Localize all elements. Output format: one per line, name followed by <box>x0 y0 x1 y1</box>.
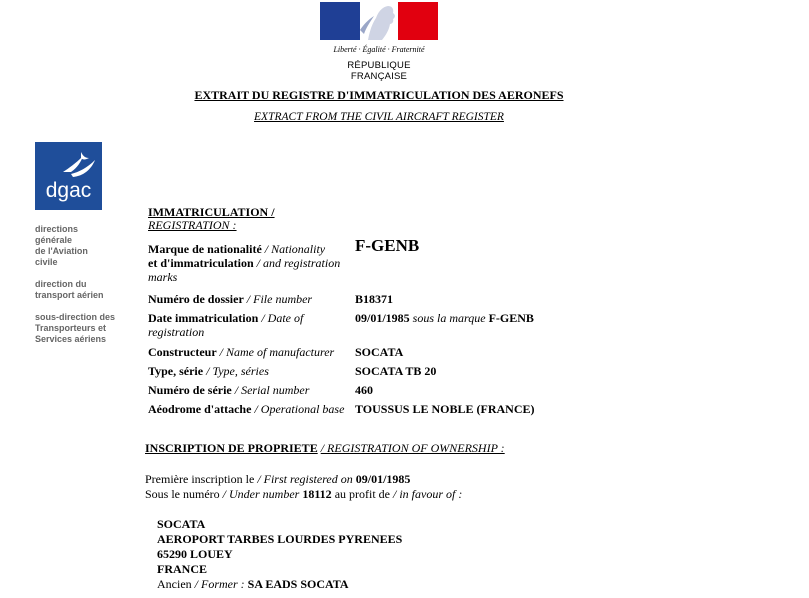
label-fr: Type, série <box>148 364 204 378</box>
dgac-logo <box>35 142 102 210</box>
org-name-dgac: directions générale de l'Aviation civile <box>35 224 88 267</box>
org-name-sub-direction: sous-direction des Transporteurs et Services aériens <box>35 312 116 344</box>
first-registered-fr: Première inscription le <box>145 472 255 486</box>
bird-icon <box>61 150 97 180</box>
registration-heading-fr: IMMATRICULATION / <box>148 205 275 219</box>
label-fr: et d'immatriculation <box>148 256 254 270</box>
label-en: / Type, séries <box>206 364 269 378</box>
label <box>148 402 358 416</box>
org-name-dta: direction du transport aérien <box>35 279 104 300</box>
registration-mark-value: F-GENB <box>355 236 420 255</box>
under-number-line <box>145 487 462 501</box>
registration-heading <box>148 206 275 232</box>
label <box>148 345 358 359</box>
owner-line: SOCATA <box>157 517 206 531</box>
ownership-heading-fr: INSCRIPTION DE PROPRIETE <box>145 441 318 455</box>
under-number-en: / Under number <box>222 487 300 501</box>
motto: Liberté · Égalité · Fraternité <box>333 45 425 54</box>
label <box>148 383 358 397</box>
label-en: / Date of registration <box>148 311 304 339</box>
dgac-logo-text: dgac <box>45 179 92 202</box>
under-mark-text: sous la marque <box>412 311 486 325</box>
under-mark-value: F-GENB <box>488 311 534 325</box>
republique-francaise-logo <box>320 2 438 82</box>
document-subtitle: EXTRACT FROM THE CIVIL AIRCRAFT REGISTER <box>254 111 504 123</box>
registration-date-value <box>355 311 534 325</box>
label-en: / Name of manufacturer <box>219 345 335 359</box>
owner-line: FRANCE <box>157 562 207 576</box>
row-registration-mark <box>148 236 628 288</box>
label-fr: Marque de nationalité <box>148 242 262 256</box>
label <box>148 242 348 284</box>
label-en: / Nationality <box>264 242 326 256</box>
label <box>148 292 358 306</box>
file-number-value: B18371 <box>355 292 394 306</box>
label-fr: Numéro de dossier <box>148 292 244 306</box>
label-en: / and registration marks <box>148 256 341 284</box>
first-registered-value: 09/01/1985 <box>355 472 411 486</box>
label-fr: Aéodrome d'attache <box>148 402 252 416</box>
document-title: EXTRAIT DU REGISTRE D'IMMATRICULATION DES AERONEFS <box>194 88 564 102</box>
label-en: / File number <box>246 292 313 306</box>
in-favour-fr: au profit de <box>334 487 390 501</box>
label-fr: Date immatriculation <box>148 311 259 325</box>
label-fr: Constructeur <box>148 345 217 359</box>
type-value: SOCATA TB 20 <box>355 364 437 378</box>
former-owner-line <box>157 577 349 591</box>
ownership-heading-en: / REGISTRATION OF OWNERSHIP : <box>320 441 505 455</box>
former-en: / Former : <box>194 577 245 591</box>
former-value: SA EADS SOCATA <box>247 577 349 591</box>
registration-heading-en: REGISTRATION : <box>148 218 237 232</box>
under-number-value: 18112 <box>302 487 332 501</box>
label <box>148 364 358 378</box>
owner-line: 65290 LOUEY <box>157 547 233 561</box>
owner-line: AEROPORT TARBES LOURDES PYRENEES <box>157 532 403 546</box>
serial-number-value: 460 <box>355 383 373 397</box>
republic-name: RÉPUBLIQUE FRANÇAISE <box>347 60 411 82</box>
first-registered-en: / First registered on <box>257 472 353 486</box>
label-en: / Serial number <box>234 383 310 397</box>
under-number-fr: Sous le numéro <box>145 487 220 501</box>
label-en: / Operational base <box>254 402 345 416</box>
in-favour-en: / in favour of : <box>393 487 463 501</box>
label-fr: Numéro de série <box>148 383 232 397</box>
first-registered-line <box>145 472 410 486</box>
former-fr: Ancien <box>157 577 192 591</box>
date-value: 09/01/1985 <box>355 311 410 325</box>
operational-base-value: TOUSSUS LE NOBLE (FRANCE) <box>355 402 535 416</box>
manufacturer-value: SOCATA <box>355 345 404 359</box>
french-flag-icon <box>320 2 438 40</box>
label <box>148 311 318 339</box>
ownership-heading <box>145 441 505 456</box>
